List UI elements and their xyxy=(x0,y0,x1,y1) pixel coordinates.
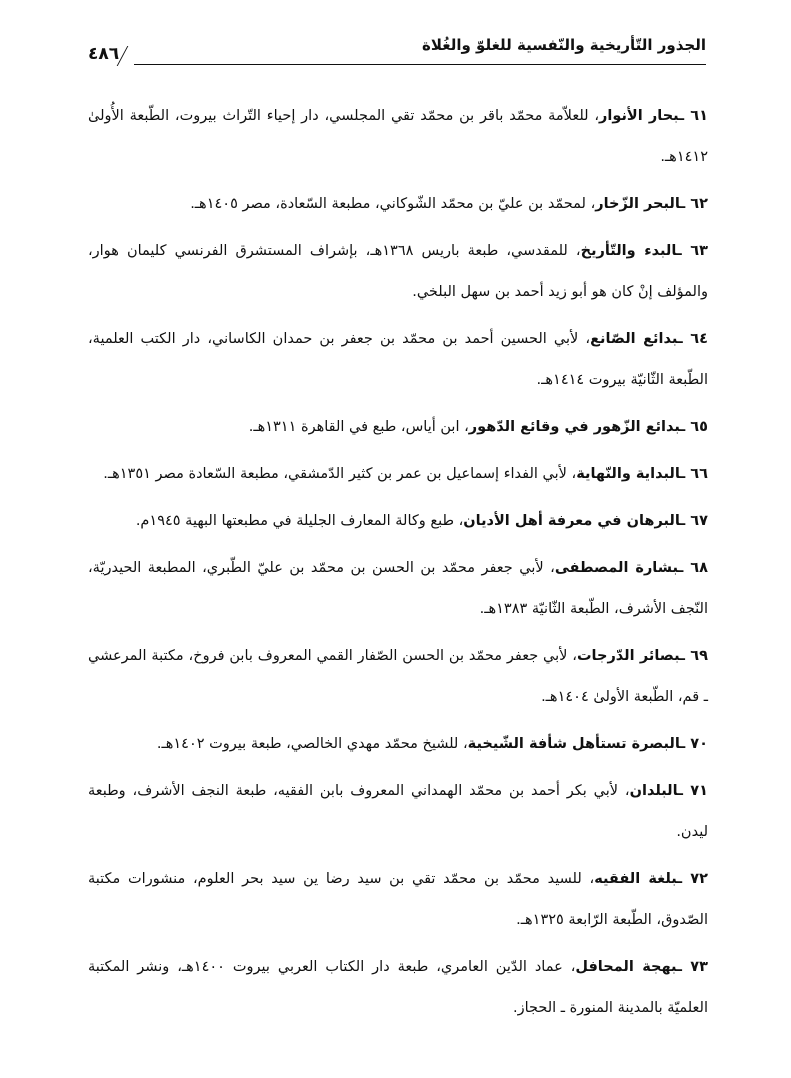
running-title: الجذور التّأريخية والنّفسية للغلوّ والغُلاة xyxy=(422,36,706,54)
entry-number: ٦٨ ـ xyxy=(678,560,708,576)
entry-title: بدائع الزّهور في وقائع الدّهور xyxy=(468,419,681,435)
entry-title: بشارة المصطفى xyxy=(554,560,679,576)
entry-details: ، للمقدسي، طبعة باريس ١٣٦٨هـ، بإشراف المستشرق الفرنسي كليمان هوار، والمؤلف إنْ كان هو أبو زيد أحمد بن سهل البلخي. xyxy=(88,243,708,300)
entry-details: ، طبع وكالة المعارف الجليلة في مطبعتها البهية ١٩٤٥م. xyxy=(135,513,464,529)
page-header xyxy=(88,30,706,72)
bibliography-list xyxy=(88,96,708,1035)
entry-number: ٧٢ ـ xyxy=(677,871,708,887)
entry-details: ، للعلاّمة محمّد باقر بن محمّد تقي المجلسي، دار إحياء التّراث بيروت، الطّبعة الأُولىٰ ١٤١٢هـ. xyxy=(88,108,708,165)
bibliography-entry xyxy=(88,407,708,448)
entry-title: البدء والتّأريخ xyxy=(580,243,677,259)
page-number-slash xyxy=(117,46,145,66)
entry-details: ، ابن أياس، طبع في القاهرة ١٣١١هـ. xyxy=(248,419,469,435)
entry-details: ، لأبي بكر أحمد بن محمّد الهمداني المعروف بابن الفقيه، طبعة النجف الأشرف، وطبعة ليدن. xyxy=(88,783,708,840)
entry-number: ٦٧ ـ xyxy=(680,513,708,529)
entry-number: ٧١ ـ xyxy=(678,783,708,799)
entry-title: البلدان xyxy=(629,783,679,799)
entry-title: البرهان في معرفة أهل الأديان xyxy=(463,513,681,529)
entry-details: ، للسيد محمّد بن محمّد تقي بن سيد رضا ين سيد بحر العلوم، منشورات مكتبة الصّدوق، الطّبعة الرّابعة ١٣٢٥هـ. xyxy=(88,871,708,928)
bibliography-entry xyxy=(88,771,708,853)
bibliography-entry xyxy=(88,231,708,313)
entry-title: بهجة المحافل xyxy=(575,959,677,975)
header-rule xyxy=(134,64,706,65)
page-number: ٤٨٦ xyxy=(88,44,120,64)
bibliography-entry xyxy=(88,454,708,495)
entry-details: ، لأبي الحسين أحمد بن محمّد بن جعفر بن حمدان الكاساني، دار الكتب العلمية، الطّبعة الثّانيّة بيروت ١٤١٤هـ. xyxy=(88,331,708,388)
bibliography-entry xyxy=(88,548,708,630)
bibliography-entry xyxy=(88,636,708,718)
entry-details: ، عماد الدّين العامري، طبعة دار الكتاب العربي بيروت ١٤٠٠هـ، ونشر المكتبة العلميّة بالمدينة المنورة ـ الحجاز. xyxy=(88,959,708,1016)
entry-title: البداية والنّهاية xyxy=(576,466,681,482)
bibliography-entry xyxy=(88,859,708,941)
entry-number: ٦٢ ـ xyxy=(680,196,708,212)
bibliography-entry xyxy=(88,724,708,765)
bibliography-entry xyxy=(88,947,708,1029)
entry-details: ، لأبي جعفر محمّد بن الحسن بن محمّد بن عليّ الطّبري، المطبعة الحيدريّة، النّجف الأشرف، الطّبعة الثّانيّة ١٣٨٣هـ. xyxy=(88,560,708,617)
entry-number: ٦٦ ـ xyxy=(680,466,708,482)
entry-details: ، لأبي الفداء إسماعيل بن عمر بن كثير الدّمشقي، مطبعة السّعادة مصر ١٣٥١هـ. xyxy=(103,466,577,482)
entry-title: بحار الأنوار xyxy=(599,108,680,124)
entry-number: ٧٠ ـ xyxy=(680,736,708,752)
entry-title: بدائع الصّانع xyxy=(590,331,678,347)
bibliography-entry xyxy=(88,501,708,542)
entry-title: البحر الزّخار xyxy=(595,196,681,212)
entry-number: ٦٣ ـ xyxy=(676,243,708,259)
entry-details: ، لمحمّد بن عليّ بن محمّد الشّوكاني، مطبعة السّعادة، مصر ١٤٠٥هـ. xyxy=(190,196,596,212)
bibliography-entry xyxy=(88,96,708,178)
entry-number: ٦١ ـ xyxy=(679,108,708,124)
entry-details: ، لأبي جعفر محمّد بن الحسن الصّفار القمي المعروف بابن فروخ، مكتبة المرعشي ـ قم، الطّبعة الأولىٰ ١٤٠٤هـ. xyxy=(88,648,708,705)
entry-number: ٧٣ ـ xyxy=(676,959,708,975)
entry-details: ، للشيخ محمّد مهدي الخالصي، طبعة بيروت ١٤٠٢هـ. xyxy=(156,736,468,752)
entry-number: ٦٩ ـ xyxy=(680,648,708,664)
bibliography-entry xyxy=(88,319,708,401)
entry-number: ٦٥ ـ xyxy=(680,419,708,435)
entry-title: البصرة تستأهل شأفة الشّيخية xyxy=(467,736,681,752)
bibliography-entry xyxy=(88,184,708,225)
entry-number: ٦٤ ـ xyxy=(677,331,708,347)
entry-title: بلغة الفقيه xyxy=(594,871,678,887)
entry-title: بصائر الدّرجات xyxy=(576,648,681,664)
